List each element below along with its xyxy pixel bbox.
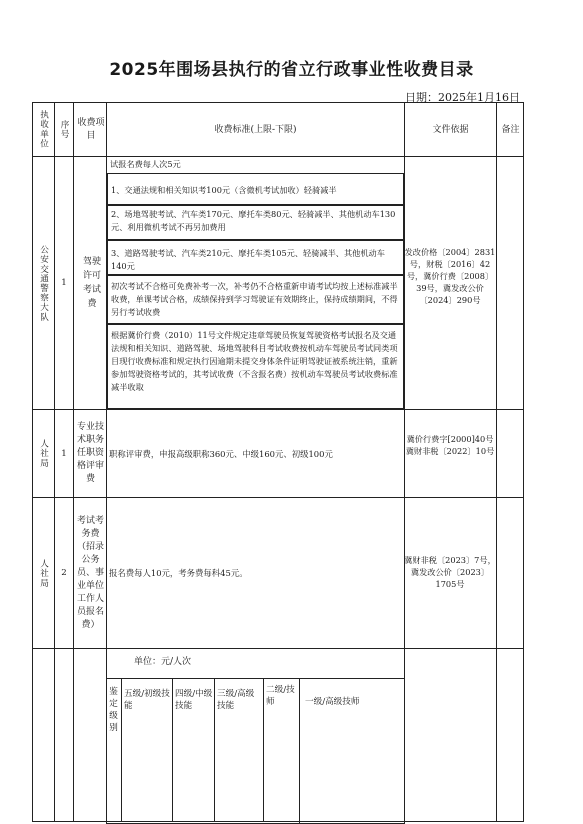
- row1-agency: 公安交通警察大队: [38, 244, 49, 322]
- row2-item: 专业技术职务任职资格评审费: [76, 422, 104, 484]
- level-divider: [172, 678, 173, 822]
- row-divider: [32, 409, 524, 410]
- col-divider: [73, 102, 74, 822]
- header-agency: 执收单位: [38, 110, 49, 149]
- level-divider: [121, 678, 122, 822]
- row3-basis: 冀财非税〔2023〕7号，冀发改公价〔2023〕1705号: [404, 555, 496, 589]
- level-2: 二级/技师: [266, 685, 295, 707]
- row1-item: 驾驶许可考试费: [82, 257, 101, 309]
- header-item: 收费项目: [77, 117, 105, 141]
- level-divider: [214, 678, 215, 822]
- row2-standard: 职称评审费，申报高级职称360元、中级160元、初级100元: [109, 449, 333, 459]
- row1-standard-theory: 1、交通法规和相关知识考100元（含微机考试加收）轻骑减半: [107, 173, 404, 205]
- row3-item: 考试考务费（招录公务员、事业单位工作人员报名费）: [76, 515, 104, 630]
- row3-standard: 报名费每人10元，考务费每科45元。: [109, 568, 248, 578]
- header-remarks: 备注: [501, 124, 520, 135]
- level-4: 四级/中级技能: [175, 689, 213, 711]
- row1-standard-reinstatement: 根据冀价行费（2010）11号文件规定违章驾驶员恢复驾驶资格考试报名及交通法规和相关知识、道路驾驶、场地驾驶科目考试收费按机动车驾驶员考试同类项目现行收费标准和规定执行因逾期未提交身体条件证明驾驶证被系统注销，重新参加驾驶资格考试的，其考试收费（不含报名费）按机动车驾驶员考试收费标准减半收取: [107, 324, 404, 409]
- row-divider: [32, 648, 524, 649]
- header-seq: 序号: [59, 119, 69, 140]
- row1-basis: 发改价格〔2004〕2831号，财税〔2016〕42号，冀价行费〔2008〕39号，冀发改公价〔2024〕290号: [404, 247, 496, 305]
- header-standard: 收费标准(上限-下限): [214, 124, 297, 135]
- level-label: 鉴定级别: [109, 687, 118, 733]
- page-title: 2025年围场县执行的省立行政事业性收费目录: [109, 60, 474, 80]
- unit-label: 单位：元/人次: [134, 657, 192, 667]
- row2-seq: 1: [61, 448, 67, 459]
- row1-standard-road: 3、道路驾驶考试、汽车类210元、摩托车类105元、轻骑减半、其他机动车140元: [107, 240, 404, 275]
- row2-agency: 人社局: [38, 439, 49, 468]
- header-basis: 文件依据: [432, 124, 469, 135]
- level-1: 一级/高级技师: [305, 697, 360, 707]
- row3-agency: 人社局: [38, 558, 49, 588]
- row3-seq: 2: [61, 568, 67, 578]
- row1-standard-retake: 初次考试不合格可免费补考一次，补考仍不合格重新申请考试均按上述标准减半收费，单课考试合格，成绩保持到学习驾驶证有效期终止，保持成绩期间，不得另行考试收费: [107, 275, 404, 324]
- col-divider: [496, 102, 497, 822]
- row2-basis: 冀价行费字[2000]40号冀财非税〔2022〕10号: [405, 434, 495, 456]
- level-5: 五级/初级技能: [124, 689, 170, 711]
- date-value: 2025年1月16日: [438, 91, 520, 104]
- row-divider: [32, 156, 524, 157]
- row1-seq: 1: [61, 278, 67, 288]
- row1-standard-registration: 试报名费每人次5元: [110, 159, 181, 169]
- date-label: 日期：: [405, 91, 438, 104]
- row1-standard-field: 2、场地驾驶考试、汽车类170元、摩托车类80元、轻骑减半、其他机动车130元、利用微机考试不再另加费用: [107, 205, 404, 240]
- level-divider: [263, 678, 264, 822]
- row-divider: [32, 497, 524, 498]
- level-3: 三级/高级技能: [217, 689, 255, 711]
